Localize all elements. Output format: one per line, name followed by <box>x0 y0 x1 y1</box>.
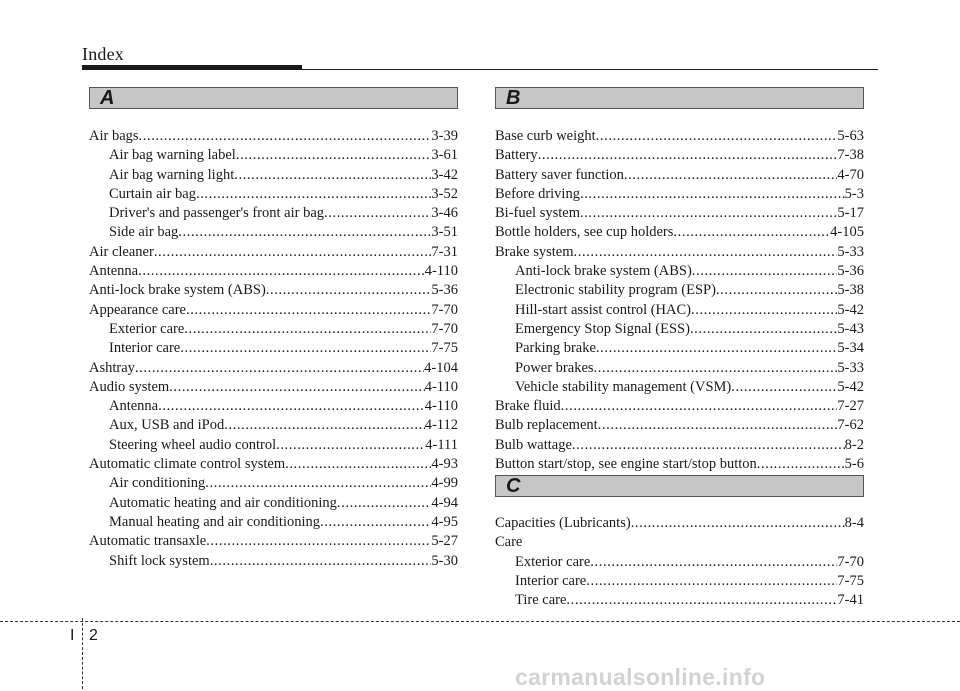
index-subentry <box>89 166 458 185</box>
index-column-a <box>89 127 458 571</box>
leader-dots <box>594 359 838 378</box>
index-subentry <box>89 185 458 204</box>
index-column-c <box>495 514 864 610</box>
index-entry <box>495 204 864 223</box>
entry-label: Antenna <box>109 398 159 415</box>
entry-page: 5-33 <box>837 359 864 376</box>
entry-label: Bi-fuel system <box>495 205 580 222</box>
index-subentry <box>495 339 864 358</box>
entry-label: Air bags <box>89 128 139 144</box>
entry-page: 5-27 <box>431 533 458 550</box>
entry-label: Vehicle stability management (VSM) <box>515 378 732 395</box>
entry-page: 7-38 <box>837 147 864 164</box>
leader-dots <box>631 514 845 533</box>
section-a-letter: A <box>100 87 115 109</box>
entry-label: Brake system <box>495 243 574 260</box>
entry-label: Interior care <box>515 572 587 589</box>
index-entry <box>495 166 864 185</box>
index-subentry <box>495 553 864 572</box>
leader-dots <box>580 204 837 223</box>
entry-label: Interior care <box>109 340 181 357</box>
leader-dots <box>210 552 432 571</box>
leader-dots <box>624 166 838 185</box>
index-subentry <box>495 320 864 339</box>
index-entry <box>89 301 458 320</box>
entry-page: 5-17 <box>837 205 864 222</box>
entry-page: 4-99 <box>431 475 458 492</box>
leader-dots <box>692 262 838 281</box>
leader-dots <box>206 532 431 551</box>
index-subentry <box>89 397 458 416</box>
entry-page: 4-104 <box>424 359 458 376</box>
index-entry <box>495 514 864 533</box>
entry-page: 4-93 <box>431 456 458 473</box>
entry-page: 4-70 <box>837 166 864 183</box>
entry-page: 5-6 <box>844 456 864 473</box>
index-subentry <box>89 494 458 513</box>
index-subentry <box>89 146 458 165</box>
leader-dots <box>572 436 845 455</box>
leader-dots <box>690 320 837 339</box>
leader-dots <box>561 397 838 416</box>
entry-page: 5-42 <box>837 301 864 318</box>
watermark: carmanualsonline.info <box>515 664 766 690</box>
leader-dots <box>580 185 845 204</box>
index-subentry <box>89 204 458 223</box>
entry-page: 5-30 <box>431 552 458 569</box>
leader-dots <box>590 553 837 572</box>
entry-label: Battery saver function <box>495 166 624 183</box>
entry-page: 4-112 <box>424 417 458 434</box>
entry-page: 4-111 <box>425 436 458 453</box>
index-entry <box>89 127 458 146</box>
leader-dots <box>673 223 830 242</box>
footer-vertical-rule <box>82 618 83 689</box>
entry-label: Tire care <box>515 592 567 609</box>
leader-dots <box>337 494 431 513</box>
entry-page: 3-51 <box>431 224 458 241</box>
index-subentry <box>89 513 458 532</box>
leader-dots <box>139 127 432 146</box>
index-subentry <box>495 262 864 281</box>
entry-label: Parking brake <box>515 340 596 357</box>
entry-label: Steering wheel audio control <box>109 436 277 453</box>
leader-dots <box>320 513 431 532</box>
entry-label: Power brakes <box>515 359 594 376</box>
header-rule <box>82 65 302 70</box>
leader-dots <box>716 281 837 300</box>
index-subentry <box>89 552 458 571</box>
entry-page: 7-70 <box>431 320 458 337</box>
section-b-banner <box>495 87 864 109</box>
entry-label: Curtain air bag <box>109 185 196 202</box>
entry-page: 4-110 <box>424 378 458 395</box>
entry-page: 7-62 <box>837 417 864 434</box>
section-c-letter: C <box>506 475 521 497</box>
leader-dots <box>154 243 432 262</box>
entry-label: Driver's and passenger's front air bag <box>109 205 325 222</box>
leader-dots <box>598 416 838 435</box>
index-column-b <box>495 127 864 474</box>
entry-label: Care <box>495 534 523 551</box>
index-subentry <box>495 359 864 378</box>
index-subentry <box>89 223 458 242</box>
leader-dots <box>574 243 838 262</box>
index-entry <box>495 397 864 416</box>
leader-dots <box>731 378 837 397</box>
leader-dots <box>205 474 431 493</box>
entry-page: 7-31 <box>431 243 458 260</box>
entry-page: 3-61 <box>431 147 458 164</box>
header-rule-thin <box>302 69 878 70</box>
entry-label: Automatic climate control system <box>89 456 286 473</box>
entry-label: Appearance care <box>89 301 186 318</box>
entry-label: Exterior care <box>109 320 185 337</box>
index-entry <box>495 127 864 146</box>
entry-label: Audio system <box>89 378 170 395</box>
leader-dots <box>178 223 431 242</box>
section-b-letter: B <box>506 87 521 109</box>
entry-page: 7-27 <box>837 398 864 415</box>
leader-dots <box>691 301 837 320</box>
entry-page: 7-75 <box>837 572 864 589</box>
entry-label: Brake fluid <box>495 398 561 415</box>
entry-label: Anti-lock brake system (ABS) <box>89 282 266 299</box>
footer-horizontal-rule <box>0 621 960 622</box>
index-subentry <box>89 416 458 435</box>
index-subentry <box>495 301 864 320</box>
leader-dots <box>324 204 431 223</box>
leader-dots <box>236 146 432 165</box>
entry-page: 5-63 <box>837 128 864 144</box>
entry-page: 5-43 <box>837 320 864 337</box>
leader-dots <box>158 397 425 416</box>
leader-dots <box>276 436 425 455</box>
leader-dots <box>596 127 838 146</box>
page-number: 2 <box>89 627 98 644</box>
leader-dots <box>234 166 431 185</box>
entry-page: 5-38 <box>837 282 864 299</box>
index-entry <box>89 243 458 262</box>
entry-label: Electronic stability program (ESP) <box>515 282 716 299</box>
index-entry <box>495 533 864 552</box>
index-entry <box>495 185 864 204</box>
leader-dots <box>186 301 431 320</box>
entry-page: 8-4 <box>844 515 864 531</box>
entry-label: Exterior care <box>515 553 591 570</box>
entry-label: Hill-start assist control (HAC) <box>515 301 691 318</box>
index-subentry <box>89 339 458 358</box>
entry-label: Shift lock system <box>109 552 210 569</box>
entry-label: Base curb weight <box>495 128 596 144</box>
entry-page: 5-33 <box>837 243 864 260</box>
leader-dots <box>196 185 431 204</box>
index-entry <box>89 281 458 300</box>
entry-page: 4-110 <box>424 398 458 415</box>
entry-label: Air bag warning label <box>109 147 236 164</box>
entry-page: 3-52 <box>431 185 458 202</box>
entry-page: 5-34 <box>837 340 864 357</box>
leader-dots <box>596 339 837 358</box>
index-entry <box>89 455 458 474</box>
entry-label: Automatic transaxle <box>89 533 207 550</box>
entry-page: 4-94 <box>431 494 458 511</box>
footer-section-mark: I <box>70 627 75 644</box>
index-entry <box>89 378 458 397</box>
entry-page: 7-41 <box>837 592 864 609</box>
leader-dots <box>566 591 837 610</box>
index-entry <box>495 416 864 435</box>
index-subentry <box>495 572 864 591</box>
entry-label: Bulb wattage <box>495 436 572 453</box>
entry-page: 5-36 <box>837 263 864 280</box>
index-entry <box>495 146 864 165</box>
entry-page: 3-39 <box>431 128 458 144</box>
entry-label: Before driving <box>495 185 580 202</box>
entry-label: Emergency Stop Signal (ESS) <box>515 320 690 337</box>
entry-page: 5-3 <box>844 185 864 202</box>
section-c-banner <box>495 475 864 497</box>
index-subentry <box>495 281 864 300</box>
index-entry <box>89 262 458 281</box>
entry-label: Ashtray <box>89 359 135 376</box>
entry-page: 7-75 <box>431 340 458 357</box>
index-subentry <box>89 474 458 493</box>
index-subentry <box>495 378 864 397</box>
entry-label: Bottle holders, see cup holders <box>495 224 674 241</box>
entry-page: 4-95 <box>431 513 458 530</box>
leader-dots <box>538 146 838 165</box>
index-entry <box>495 223 864 242</box>
entry-label: Bulb replacement <box>495 417 598 434</box>
leader-dots <box>180 339 431 358</box>
leader-dots <box>184 320 431 339</box>
leader-dots <box>224 416 424 435</box>
leader-dots <box>138 262 425 281</box>
entry-label: Automatic heating and air conditioning <box>109 494 337 511</box>
entry-page: 8-2 <box>844 436 864 453</box>
entry-label: Air bag warning light <box>109 166 235 183</box>
entry-label: Air conditioning <box>109 475 206 492</box>
index-subentry <box>89 320 458 339</box>
entry-label: Button start/stop, see engine start/stop button <box>495 456 757 473</box>
entry-page: 3-42 <box>431 166 458 183</box>
section-a-banner <box>89 87 458 109</box>
index-entry <box>89 532 458 551</box>
entry-label: Manual heating and air conditioning <box>109 513 321 530</box>
entry-label: Battery <box>495 147 538 164</box>
leader-dots <box>135 359 424 378</box>
entry-label: Anti-lock brake system (ABS) <box>515 263 692 280</box>
entry-page: 4-110 <box>424 263 458 280</box>
index-entry <box>495 436 864 455</box>
entry-label: Antenna <box>89 263 139 280</box>
entry-page: 4-105 <box>830 224 864 241</box>
entry-label: Air cleaner <box>89 243 154 260</box>
index-entry <box>495 243 864 262</box>
index-entry <box>89 359 458 378</box>
entry-label: Aux, USB and iPod <box>109 417 225 434</box>
entry-page: 3-46 <box>431 205 458 222</box>
leader-dots <box>285 455 431 474</box>
leader-dots <box>169 378 425 397</box>
entry-label: Side air bag <box>109 224 179 241</box>
entry-page: 7-70 <box>431 301 458 318</box>
entry-page: 5-42 <box>837 378 864 395</box>
index-subentry <box>495 591 864 610</box>
entry-page: 5-36 <box>431 282 458 299</box>
entry-label: Capacities (Lubricants) <box>495 515 631 531</box>
index-subentry <box>89 436 458 455</box>
index-entry <box>495 455 864 474</box>
leader-dots <box>586 572 837 591</box>
leader-dots <box>266 281 432 300</box>
page-title: Index <box>82 44 124 64</box>
leader-dots <box>757 455 845 474</box>
entry-page: 7-70 <box>837 553 864 570</box>
